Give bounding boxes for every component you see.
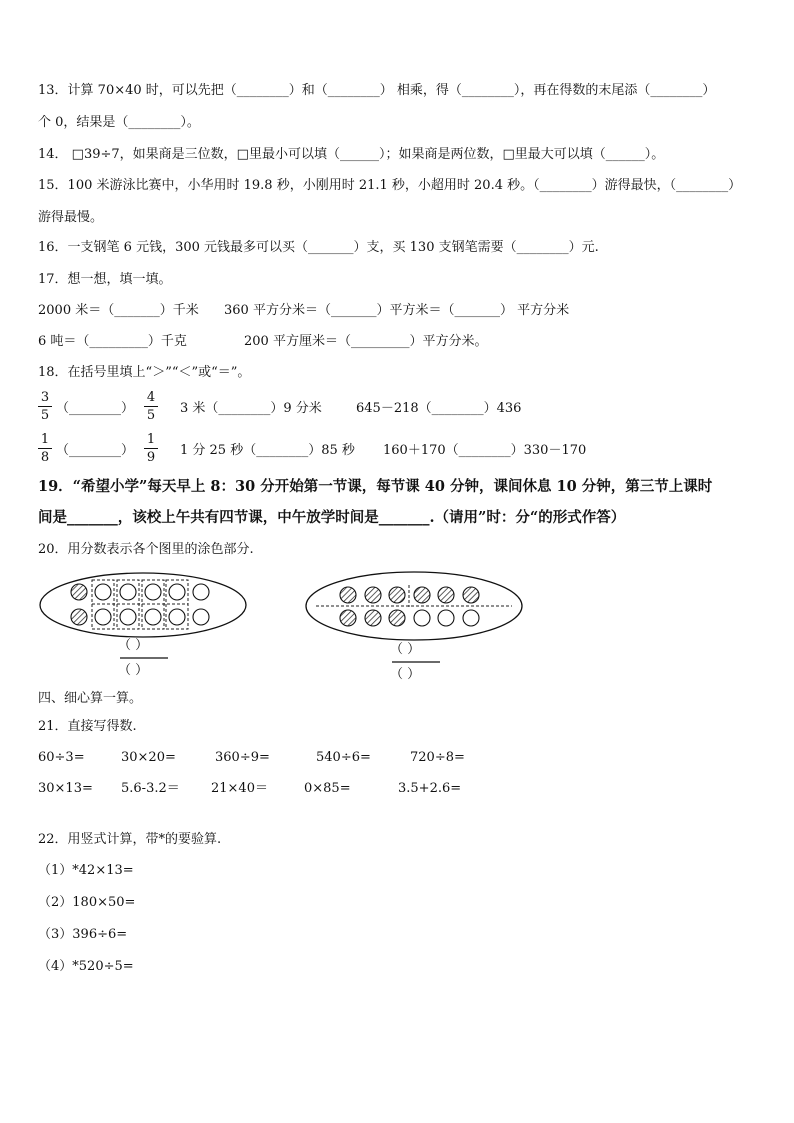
figure-2-denominator-paren: （ ）: [390, 667, 421, 682]
fraction-denominator: 9: [146, 450, 156, 465]
figure-2-circle-shaded: [389, 610, 405, 626]
q18-blank-2: （________）: [56, 443, 135, 458]
figure-2-circle-shaded: [438, 587, 454, 603]
fraction-numerator: 1: [146, 432, 156, 447]
q13-line1: 13．计算 70×40 时，可以先把（________）和（________） 相乘，得（________），再在得数的末尾添（________）: [38, 83, 716, 98]
figure-2-circle-shaded: [389, 587, 405, 603]
q21-row2-item-5: 3.5+2.6=: [398, 781, 462, 796]
q21-row2-item-1: 30×13=: [38, 781, 93, 796]
figure-1-circle: [145, 609, 161, 625]
fraction-denominator: 5: [40, 408, 50, 423]
q21-row2-item-3: 21×40＝: [211, 781, 268, 796]
q15-line1: 15．100 米游泳比赛中，小华用时 19.8 秒，小刚用时 21.1 秒，小超用时 20.4 秒。（________）游得最快，（________）: [38, 178, 742, 193]
q18-row1-b: 3 米（________）9 分米: [180, 401, 322, 416]
figure-1-denominator-paren: （ ）: [118, 663, 149, 678]
q22-item-1: （1）*42×13=: [38, 863, 134, 878]
q18-row2-b: 1 分 25 秒（________）85 秒: [180, 443, 355, 458]
figure-1-circle: [120, 609, 136, 625]
figure-1-circle: [193, 584, 209, 600]
figure-2-circle: [463, 610, 479, 626]
figure-2-circle-shaded: [463, 587, 479, 603]
q21-row2-item-4: 0×85=: [304, 781, 351, 796]
q18-row1-c: 645－218（________）436: [356, 401, 522, 416]
q15-line2: 游得最慢。: [38, 210, 104, 225]
q22-item-4: （4）*520÷5=: [38, 959, 134, 974]
q21-row1-item-4: 540÷6=: [316, 750, 371, 765]
figure-1-circle: [120, 584, 136, 600]
q21-row2-item-2: 5.6-3.2＝: [121, 781, 180, 796]
q21-row1-item-5: 720÷8=: [410, 750, 465, 765]
q22-title: 22．用竖式计算，带*的要验算.: [38, 832, 222, 847]
q16-text: 16．一支钢笔 6 元钱，300 元钱最多可以买（_______）支，买 130 支钢笔需要（________）元.: [38, 240, 599, 255]
q18-blank-1: （________）: [56, 401, 135, 416]
q19-line2: 间是_______，该校上午共有四节课，中午放学时间是_______.（请用”时：分“的形式作答）: [38, 509, 626, 526]
figure-1-ellipse: [40, 573, 246, 637]
figure-1-circle: [169, 584, 185, 600]
q22-item-3: （3）396÷6=: [38, 927, 128, 942]
section-4-heading: 四、细心算一算。: [38, 691, 143, 706]
q14-text: 14． □39÷7，如果商是三位数，□里最小可以填（______）；如果商是两位数，□里最大可以填（______）。: [38, 147, 665, 162]
figure-1-circle: [145, 584, 161, 600]
q17-row1-a: 2000 米＝（_______）千米: [38, 303, 199, 318]
fraction-denominator: 5: [146, 408, 156, 423]
q22-item-2: （2）180×50=: [38, 895, 136, 910]
fraction-denominator: 8: [40, 450, 50, 465]
q21-row1-item-2: 30×20=: [121, 750, 176, 765]
q18-row2-c: 160＋170（________）330－170: [383, 443, 587, 458]
q21-row1-item-1: 60÷3=: [38, 750, 85, 765]
fraction-numerator: 1: [40, 432, 50, 447]
q20-title: 20．用分数表示各个图里的涂色部分.: [38, 542, 254, 557]
q17-row1-b: 360 平方分米＝（_______）平方米＝（_______） 平方分米: [224, 303, 570, 318]
q17-row2-a: 6 吨＝（_________）千克: [38, 334, 187, 349]
figure-2-circle-shaded: [414, 587, 430, 603]
figure-2-circle: [438, 610, 454, 626]
q13-line2: 个 0，结果是（________）。: [38, 115, 200, 130]
q17-title: 17．想一想，填一填。: [38, 272, 172, 287]
figure-2-circle-shaded: [340, 610, 356, 626]
figure-1-circle: [169, 609, 185, 625]
q19-line1: 19．“希望小学”每天早上 8：30 分开始第一节课，每节课 40 分钟，课间休息 10 分钟，第三节上课时: [38, 478, 713, 495]
q21-title: 21．直接写得数.: [38, 719, 137, 734]
figure-1-circle: [193, 609, 209, 625]
figure-1-numerator-paren: （ ）: [118, 638, 149, 653]
figure-1-circle: [95, 584, 111, 600]
figure-2-circle-shaded: [365, 610, 381, 626]
figure-2-circle: [414, 610, 430, 626]
figure-2-circle-shaded: [340, 587, 356, 603]
figure-1-circle: [95, 609, 111, 625]
figure-2-numerator-paren: （ ）: [390, 642, 421, 657]
figure-2-circle-shaded: [365, 587, 381, 603]
q18-title: 18．在括号里填上“＞”“＜”或“＝”。: [38, 365, 251, 380]
figure-1-circle-shaded: [71, 609, 87, 625]
q17-row2-b: 200 平方厘米＝（_________）平方分米。: [244, 334, 488, 349]
fraction-numerator: 4: [146, 390, 156, 405]
q21-row1-item-3: 360÷9=: [215, 750, 270, 765]
figure-1-circle-shaded: [71, 584, 87, 600]
fraction-numerator: 3: [40, 390, 50, 405]
